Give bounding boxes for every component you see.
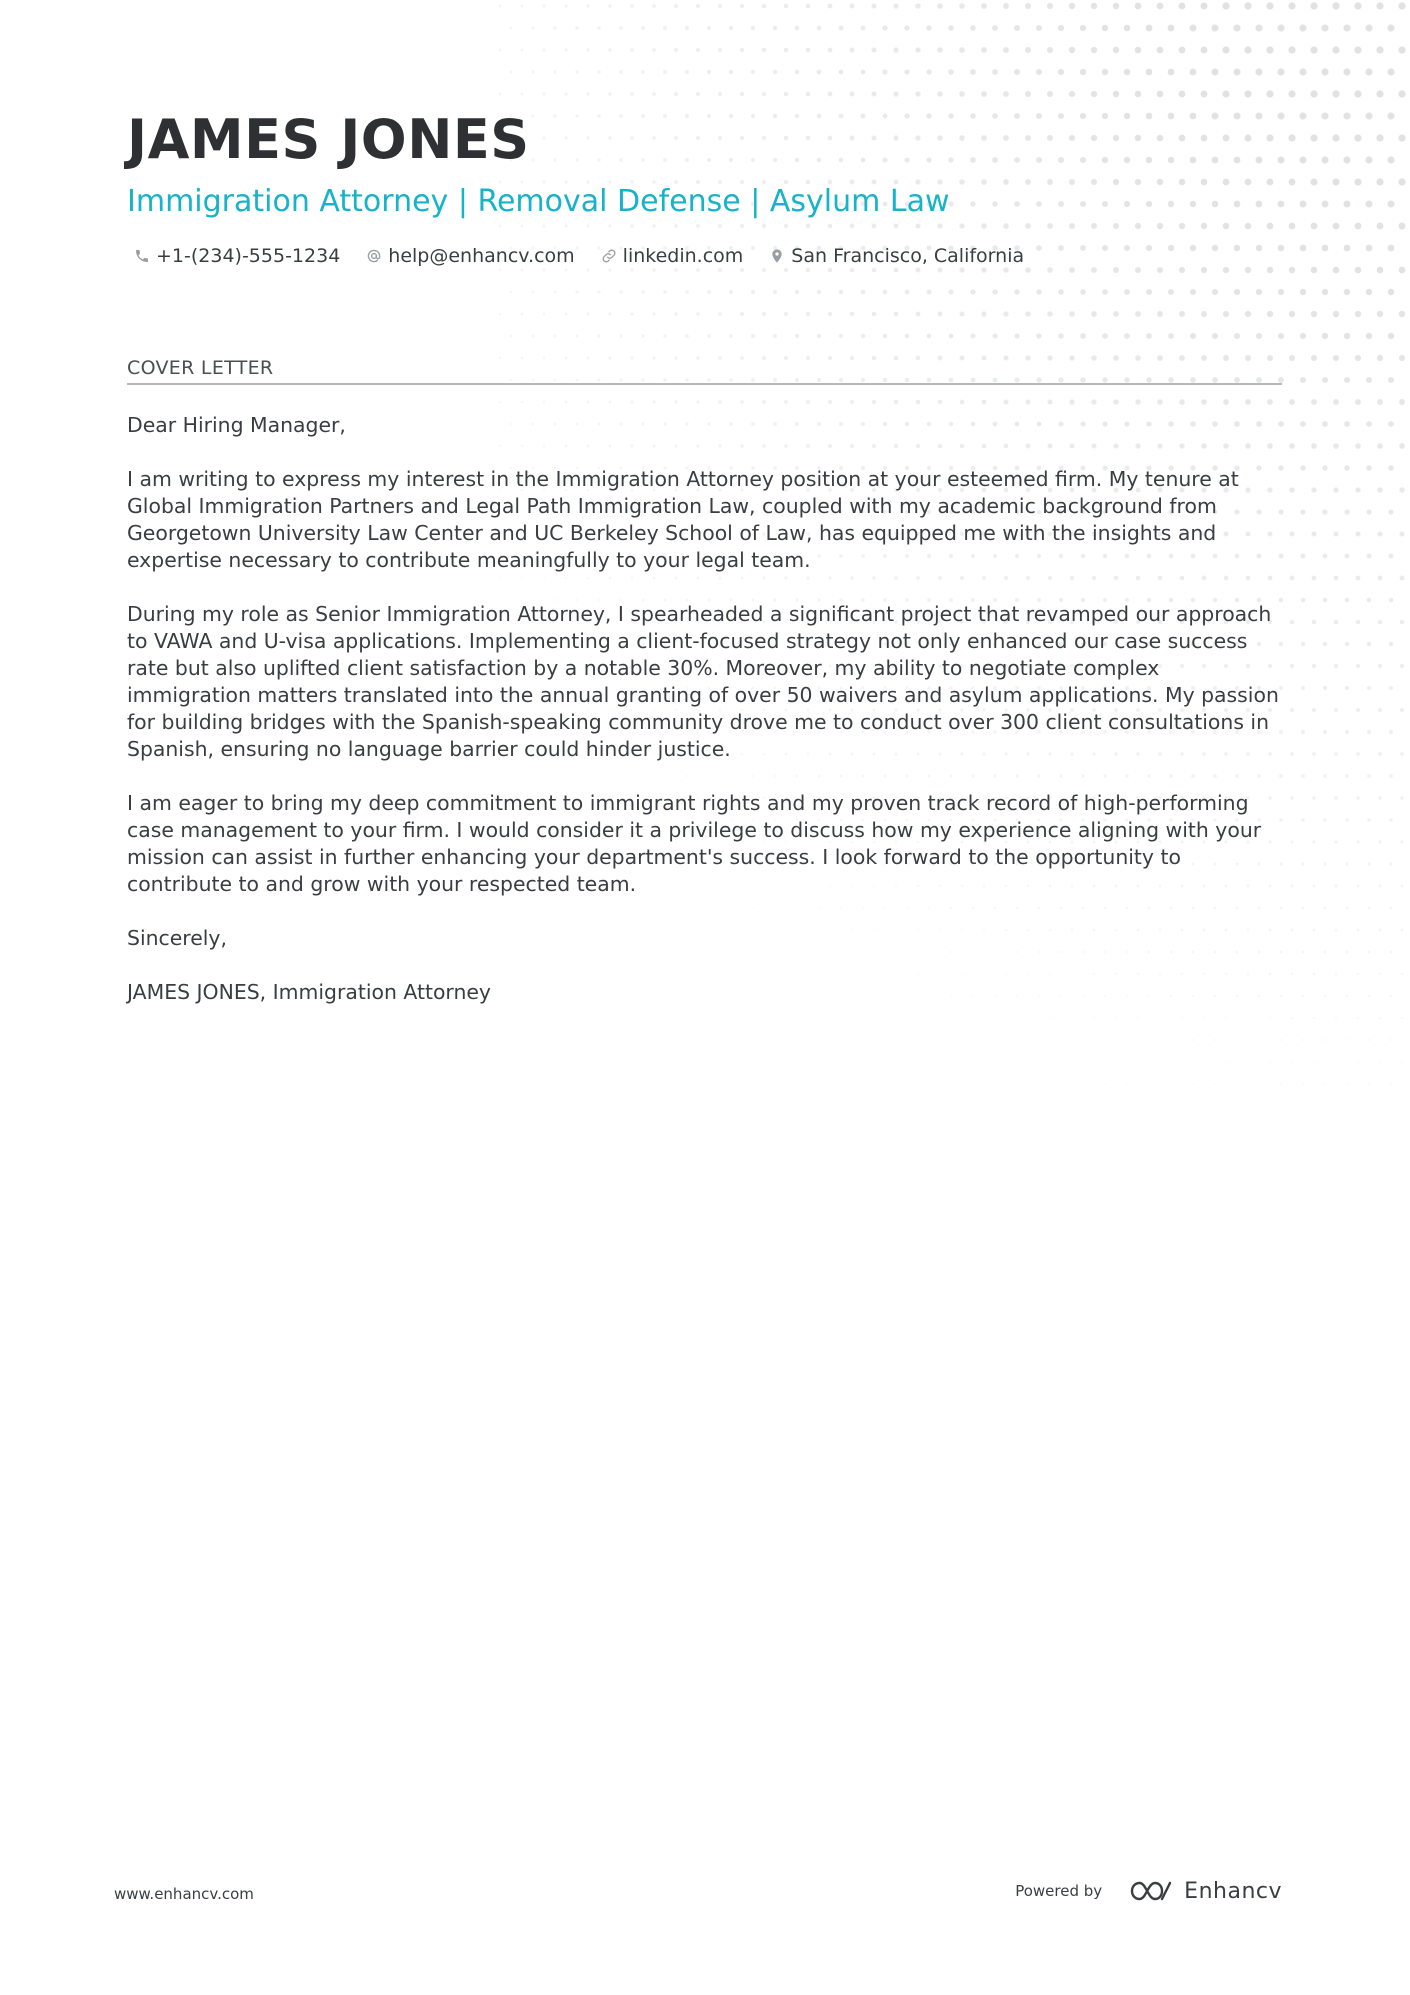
brand-name: Enhancv xyxy=(1184,1878,1282,1904)
email-text: help@enhancv.com xyxy=(388,245,575,267)
letter-signature: JAMES JONES, Immigration Attorney xyxy=(127,980,491,1004)
letter-paragraph: I am writing to express my interest in the Immigration Attorney position at your esteemed firm. My tenure at Global Immigration Partners and Legal Path Immigration Law, coupled with my academic background from Georgetown University Law Center and UC Berkeley School of Law, has equipped me with the insights and expertise necessary to contribute meaningfully to your legal team. xyxy=(127,467,1239,572)
letter-greeting: Dear Hiring Manager, xyxy=(127,413,346,437)
letter-paragraph: I am eager to bring my deep commitment to immigrant rights and my proven track record of high-performing case management to your firm. I would consider it a privilege to discuss how my experience aligning with your mission can assist in further enhancing your department's success. I look forward to the opportunity to contribute to and grow with your respected team. xyxy=(127,791,1262,896)
powered-by-text: Powered by xyxy=(1015,1882,1103,1900)
footer-url[interactable]: www.enhancv.com xyxy=(114,1885,254,1903)
at-icon xyxy=(366,248,382,264)
location-pin-icon xyxy=(769,248,785,264)
phone-text: +1-(234)-555-1234 xyxy=(156,245,341,267)
section-title: COVER LETTER xyxy=(127,357,274,379)
candidate-name: JAMES JONES xyxy=(127,108,530,171)
phone-icon xyxy=(134,248,150,264)
link-icon xyxy=(601,248,617,264)
enhancv-logo-icon xyxy=(1128,1878,1174,1904)
letter-paragraph: During my role as Senior Immigration Attorney, I spearheaded a significant project that revamped our approach to VAWA and U-visa applications. Implementing a client-focused strategy not only enhanced our case success rate but also uplifted client satisfaction by a notable 30%. Moreover, my ability to negotiate complex immigration matters translated into the annual granting of over 50 waivers and asylum applications. My passion for building bridges with the Spanish-speaking community drove me to conduct over 300 client consultations in Spanish, ensuring no language barrier could hinder justice. xyxy=(127,602,1279,761)
contact-link[interactable] xyxy=(601,245,744,267)
letter-body xyxy=(127,412,1287,1033)
link-text: linkedin.com xyxy=(622,245,744,267)
footer-brand[interactable] xyxy=(1015,1878,1282,1904)
location-text: San Francisco, California xyxy=(791,245,1025,267)
contact-phone[interactable] xyxy=(134,245,340,267)
contact-email[interactable] xyxy=(366,245,574,267)
contact-info xyxy=(134,245,1050,267)
contact-location xyxy=(769,245,1024,267)
section-divider xyxy=(127,383,1282,385)
candidate-headline: Immigration Attorney | Removal Defense | Asylum Law xyxy=(127,184,950,219)
letter-closing: Sincerely, xyxy=(127,926,227,950)
